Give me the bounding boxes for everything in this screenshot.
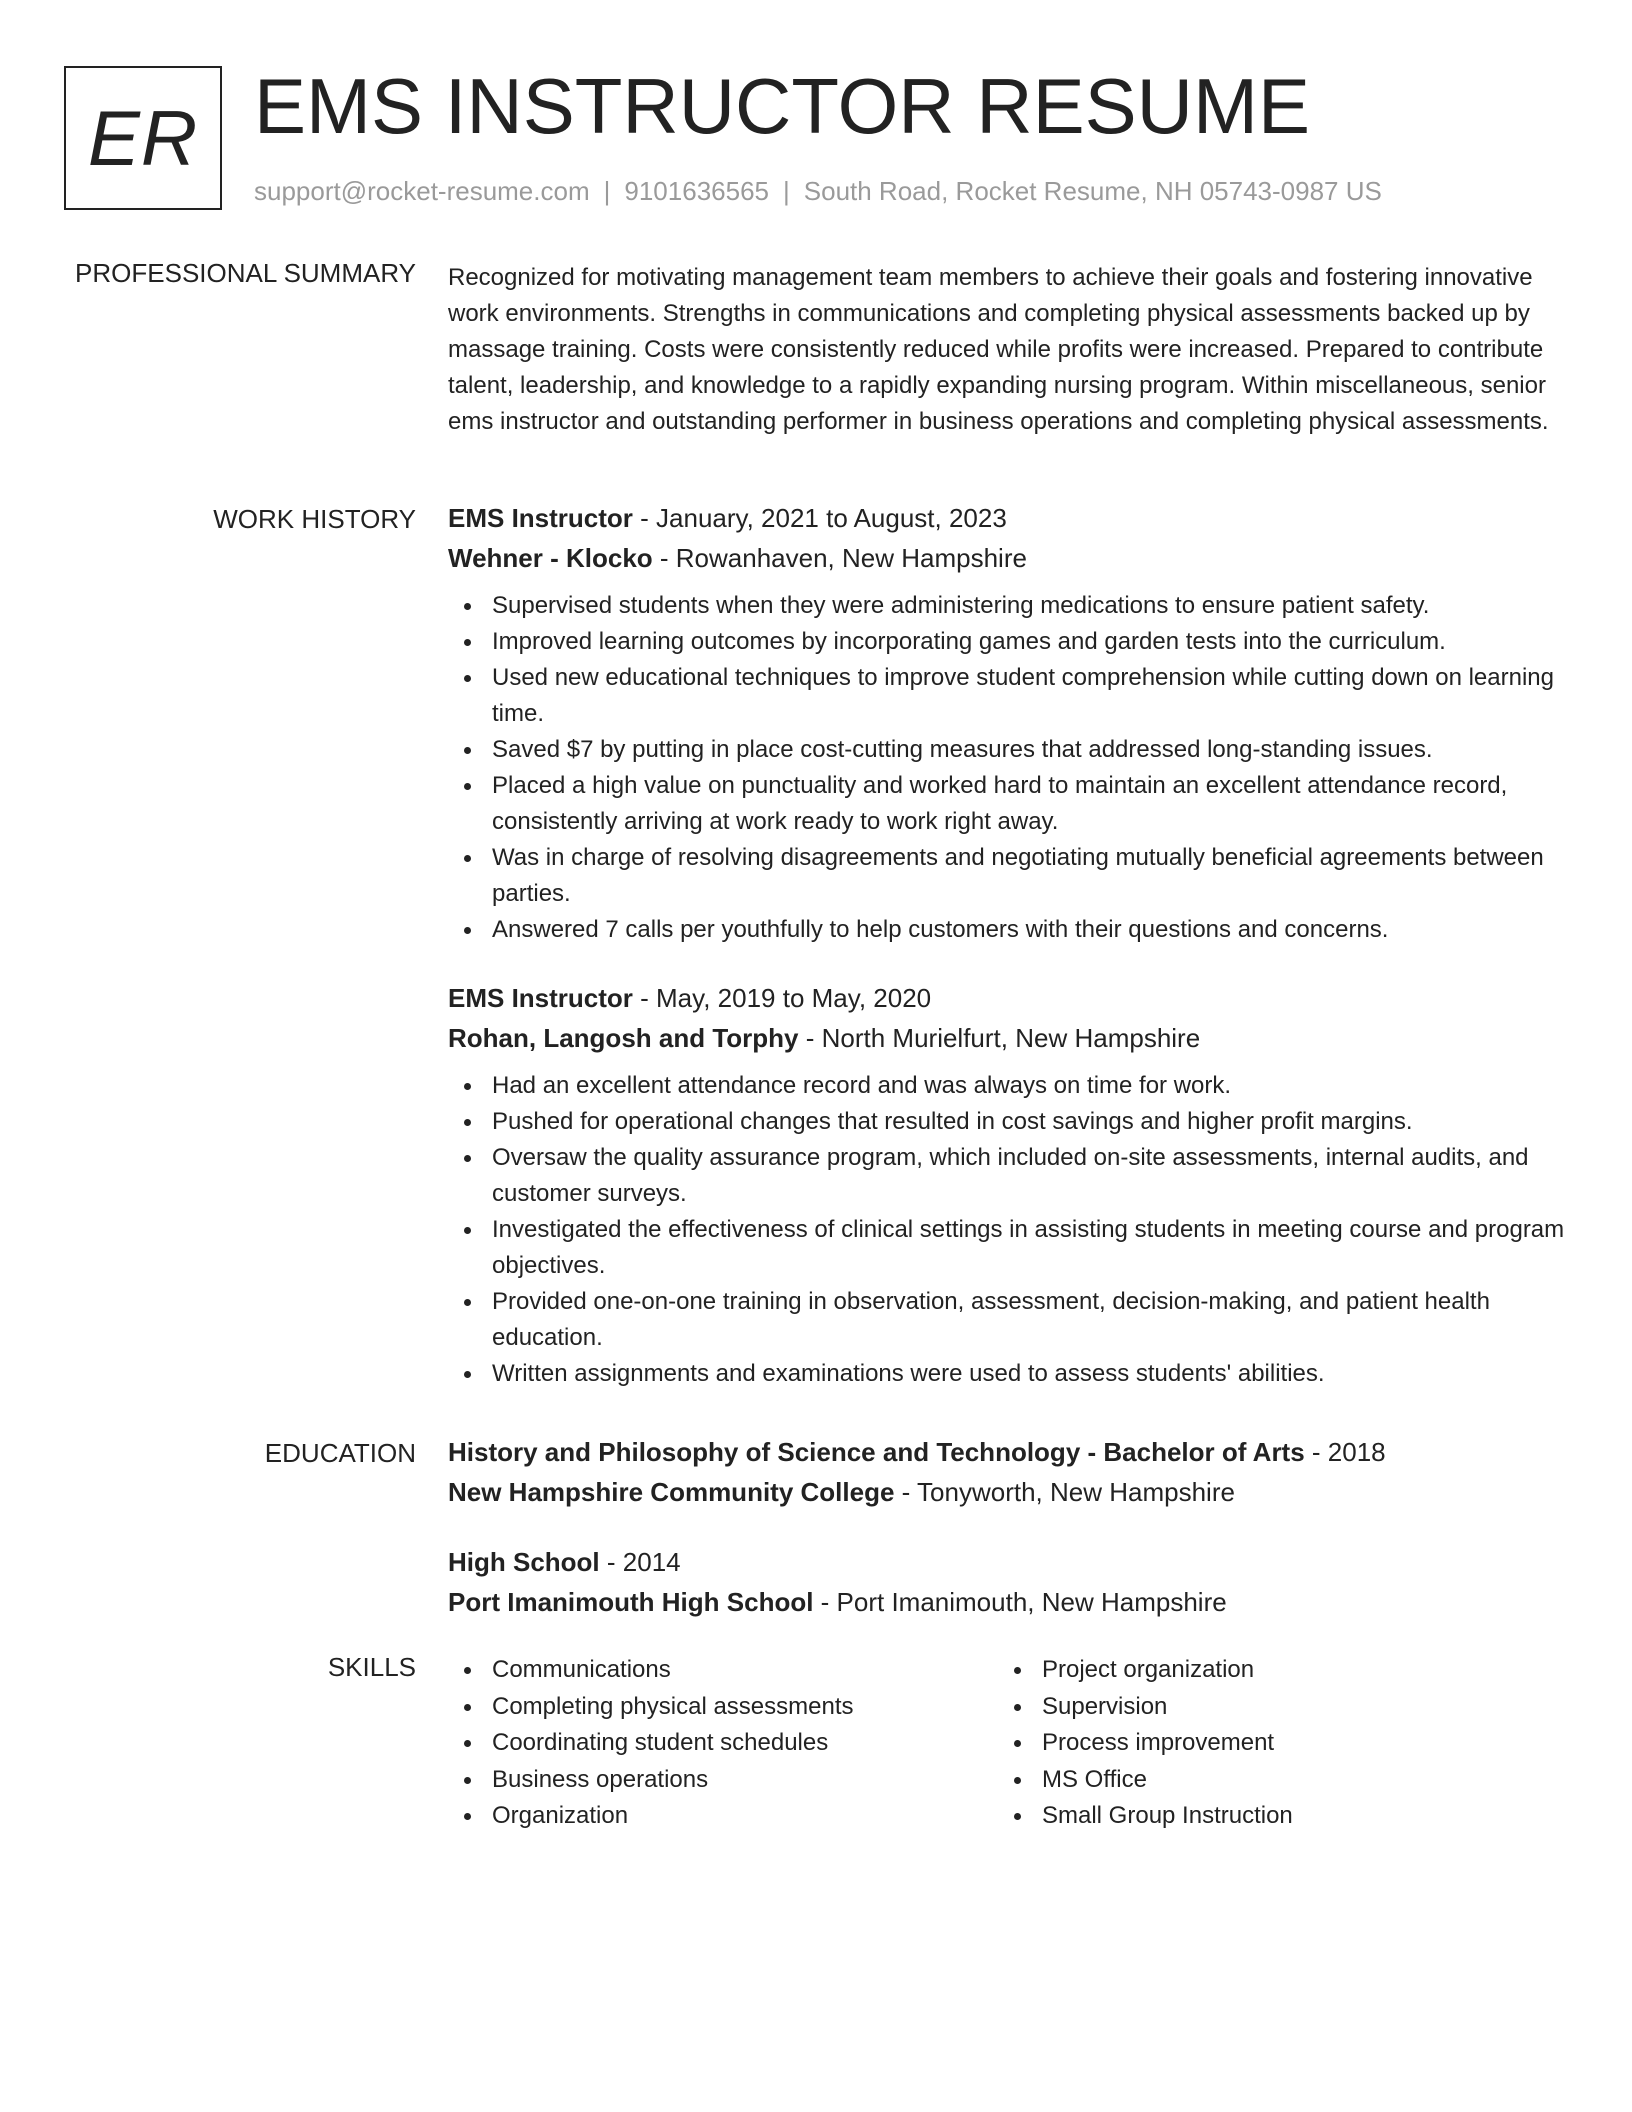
skills-columns: [448, 1652, 1568, 1835]
job-bullet: Written assignments and examinations were used to assess students' abilities.: [448, 1356, 1568, 1392]
job-bullet: Pushed for operational changes that resulted in cost savings and higher profit margins.: [448, 1104, 1568, 1140]
job-company: Wehner - Klocko: [448, 543, 653, 573]
skill-item: Process improvement: [998, 1725, 1548, 1762]
education-entry: [448, 1432, 1568, 1512]
skill-item: Coordinating student schedules: [448, 1725, 998, 1762]
job-bullet: Investigated the effectiveness of clinical settings in assisting students in meeting course and program objectives.: [448, 1212, 1568, 1284]
job-title: EMS Instructor: [448, 983, 633, 1013]
skill-item: MS Office: [998, 1762, 1548, 1799]
section-label-education: EDUCATION: [264, 1438, 416, 1468]
monogram-box: [64, 66, 222, 210]
job-bullet: Placed a high value on punctuality and worked hard to maintain an excellent attendance record, consistently arriving at work ready to work right away.: [448, 768, 1568, 840]
job-location: - Rowanhaven, New Hampshire: [652, 543, 1027, 573]
education-degree-line: [448, 1432, 1568, 1472]
job-bullet-list: [448, 588, 1568, 948]
skill-item: Communications: [448, 1652, 998, 1689]
job-company-line: [448, 538, 1568, 578]
resume-title: EMS INSTRUCTOR RESUME: [254, 62, 1310, 150]
contact-separator: |: [603, 176, 611, 206]
skill-item: Supervision: [998, 1689, 1548, 1726]
education-school: Port Imanimouth High School: [448, 1587, 814, 1617]
education-degree: High School: [448, 1547, 600, 1577]
education-school: New Hampshire Community College: [448, 1477, 895, 1507]
education-location: - Port Imanimouth, New Hampshire: [813, 1587, 1227, 1617]
skill-item: Organization: [448, 1798, 998, 1835]
job-title-line: [448, 978, 1568, 1018]
job-bullet: Used new educational techniques to improve student comprehension while cutting down on learning time.: [448, 660, 1568, 732]
job-company-line: [448, 1018, 1568, 1058]
education-school-line: [448, 1472, 1568, 1512]
skill-item: Small Group Instruction: [998, 1798, 1548, 1835]
job-bullet: Supervised students when they were administering medications to ensure patient safety.: [448, 588, 1568, 624]
job-bullet: Was in charge of resolving disagreements and negotiating mutually beneficial agreements between parties.: [448, 840, 1568, 912]
section-label-skills: SKILLS: [327, 1652, 416, 1682]
job-bullet: Provided one-on-one training in observation, assessment, decision-making, and patient health education.: [448, 1284, 1568, 1356]
contact-email: support@rocket-resume.com: [254, 176, 590, 206]
contact-phone: 9101636565: [624, 176, 769, 206]
skill-item: Project organization: [998, 1652, 1548, 1689]
education-entry: [448, 1542, 1568, 1622]
job-bullet: Improved learning outcomes by incorporating games and garden tests into the curriculum.: [448, 624, 1568, 660]
job-bullet: Oversaw the quality assurance program, which included on-site assessments, internal audits, and customer surveys.: [448, 1140, 1568, 1212]
section-label-summary: PROFESSIONAL SUMMARY: [75, 258, 416, 288]
job-bullet-list: [448, 1068, 1568, 1392]
skills-column-1: [448, 1652, 998, 1835]
summary-text: Recognized for motivating management team members to achieve their goals and fostering innovative work environments. Strengths in communications and completing physical assessments backed up by massage training. Costs were consistently reduced while profits were increased. Prepared to contribute talent, leadership, and knowledge to a rapidly expanding nursing program. Within miscellaneous, senior ems instructor and outstanding performer in business operations and completing physical assessments.: [448, 264, 1549, 435]
contact-separator: |: [783, 176, 790, 206]
education-degree-line: [448, 1542, 1568, 1582]
resume-header: [64, 62, 1564, 212]
job-entry: [448, 498, 1568, 948]
education-year: - 2014: [599, 1547, 681, 1577]
job-title-line: [448, 498, 1568, 538]
job-bullet: Had an excellent attendance record and was always on time for work.: [448, 1068, 1568, 1104]
job-dates: - January, 2021 to August, 2023: [632, 503, 1007, 533]
contact-line: [254, 176, 1382, 207]
job-location: - North Murielfurt, New Hampshire: [798, 1023, 1201, 1053]
education-degree: History and Philosophy of Science and Technology - Bachelor of Arts: [448, 1437, 1305, 1467]
skills-column-2: [998, 1652, 1548, 1835]
monogram-initials: ER: [87, 93, 199, 182]
job-dates: - May, 2019 to May, 2020: [632, 983, 932, 1013]
education-location: - Tonyworth, New Hampshire: [894, 1477, 1235, 1507]
education-school-line: [448, 1582, 1568, 1622]
skill-item: Business operations: [448, 1762, 998, 1799]
job-company: Rohan, Langosh and Torphy: [448, 1023, 799, 1053]
section-label-work-history: WORK HISTORY: [213, 504, 416, 534]
skill-item: Completing physical assessments: [448, 1689, 998, 1726]
education-year: - 2018: [1304, 1437, 1386, 1467]
contact-address: South Road, Rocket Resume, NH 05743-0987 US: [803, 176, 1382, 206]
job-bullet: Answered 7 calls per youthfully to help customers with their questions and concerns.: [448, 912, 1568, 948]
job-entry: [448, 978, 1568, 1392]
job-bullet: Saved $7 by putting in place cost-cutting measures that addressed long-standing issues.: [448, 732, 1568, 768]
job-title: EMS Instructor: [448, 503, 633, 533]
